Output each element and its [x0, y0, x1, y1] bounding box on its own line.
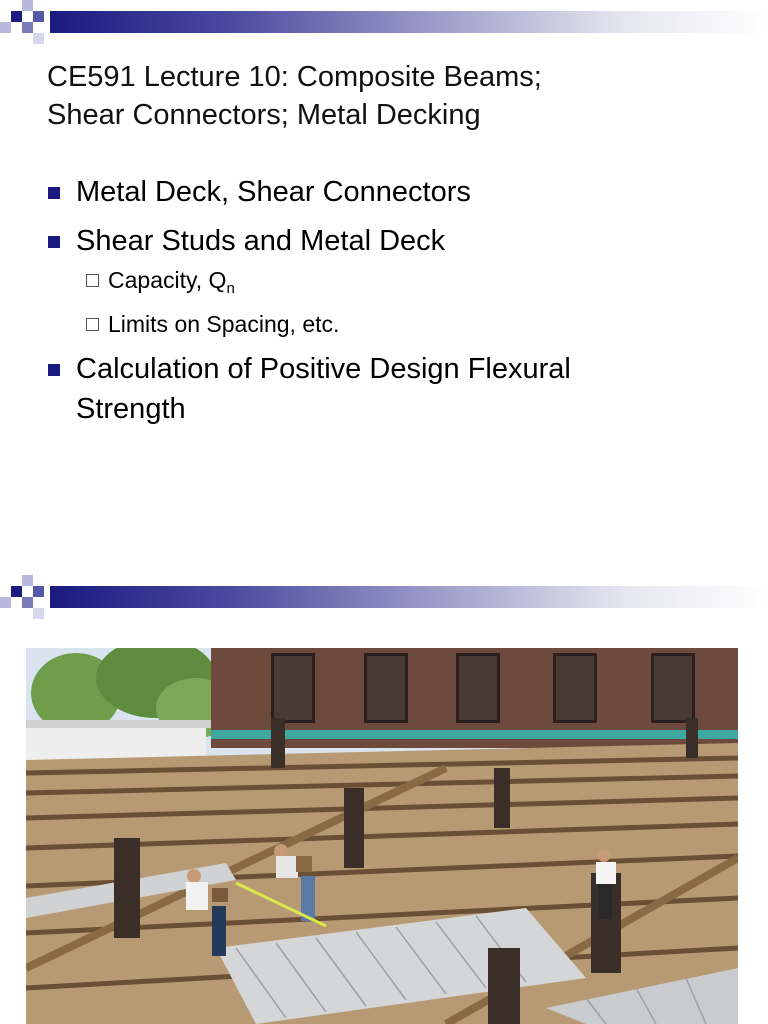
deco-square	[11, 586, 22, 597]
deco-square	[22, 575, 33, 586]
square-bullet-icon	[48, 236, 60, 248]
title-line-2: Shear Connectors; Metal Decking	[47, 99, 481, 131]
deco-square	[22, 22, 33, 33]
square-bullet-icon	[48, 187, 60, 199]
deco-square	[33, 608, 44, 619]
square-bullet-icon	[48, 364, 60, 376]
subscript-n: n	[226, 280, 235, 297]
bullet-text-line-1: Calculation of Positive Design Flexural	[76, 353, 571, 385]
slide-title	[47, 58, 747, 134]
header-gradient-bar	[50, 11, 768, 33]
hollow-square-bullet-icon	[86, 274, 99, 287]
bullet-list	[48, 172, 748, 438]
header-decoration	[0, 0, 768, 48]
deco-square	[33, 11, 44, 22]
deco-square	[0, 597, 11, 608]
construction-photo	[26, 648, 738, 1024]
bullet-text: Metal Deck, Shear Connectors	[76, 176, 471, 208]
hollow-square-bullet-icon	[86, 318, 99, 331]
deco-square	[33, 33, 44, 44]
bullet-text: Shear Studs and Metal Deck	[76, 225, 446, 257]
header-gradient-bar	[50, 586, 768, 608]
sub-bullet-item	[48, 265, 748, 295]
sub-bullet-text: Capacity, Q	[108, 267, 227, 293]
deco-square	[33, 586, 44, 597]
deco-square	[22, 597, 33, 608]
photo-illustration	[26, 648, 738, 1024]
bullet-item	[48, 221, 748, 261]
deco-square	[0, 22, 11, 33]
bullet-item	[48, 349, 748, 429]
bullet-item	[48, 172, 748, 212]
sub-bullet-text: Limits on Spacing, etc.	[108, 311, 340, 337]
deco-square	[22, 0, 33, 11]
title-line-1: CE591 Lecture 10: Composite Beams;	[47, 61, 542, 93]
slide-2	[0, 575, 768, 1024]
bullet-text-line-2: Strength	[76, 393, 186, 425]
deco-square	[11, 11, 22, 22]
sub-bullet-item	[48, 309, 748, 339]
header-decoration	[0, 575, 768, 623]
